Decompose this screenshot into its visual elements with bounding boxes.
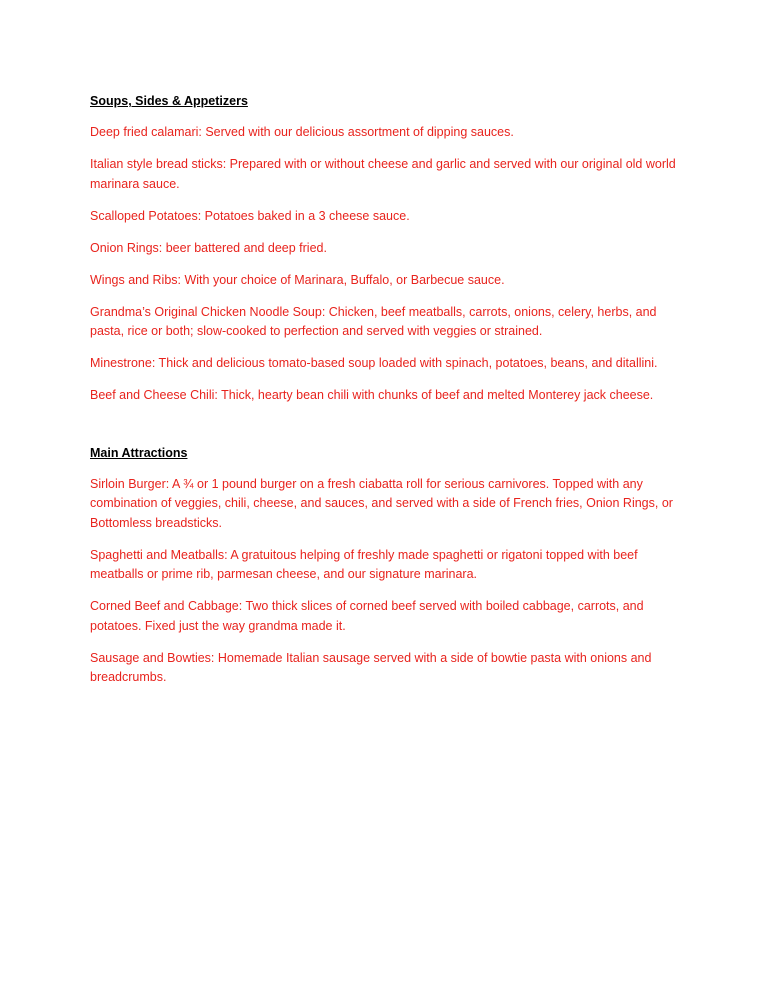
menu-item-sirloin-burger: Sirloin Burger: A ¾ or 1 pound burger on a fresh ciabatta roll for serious carnivores. Topped with any combination of veggies, chili, cheese, and sauces, and served with a side of French fries, Onion Rings, or Bottomless breadsticks. xyxy=(90,476,673,530)
menu-item-beef-cheese-chili: Beef and Cheese Chili: Thick, hearty bean chili with chunks of beef and melted Monterey jack cheese. xyxy=(90,388,654,402)
section-main-attractions xyxy=(90,444,680,688)
menu-item-sausage-bowties: Sausage and Bowties: Homemade Italian sausage served with a side of bowtie pasta with onions and breadcrumbs. xyxy=(90,650,652,684)
section-soups-sides-appetizers xyxy=(90,92,680,406)
menu-item-bread-sticks: Italian style bread sticks: Prepared with or without cheese and garlic and served with our original old world marinara sauce. xyxy=(90,157,676,191)
section-heading: Main Attractions xyxy=(90,445,188,460)
menu-item-wings-and-ribs: Wings and Ribs: With your choice of Marinara, Buffalo, or Barbecue sauce. xyxy=(90,272,505,287)
menu-item-chicken-noodle-soup: Grandma’s Original Chicken Noodle Soup: Chicken, beef meatballs, carrots, onions, celery, herbs, and pasta, rice or both; slow-cooked to perfection and served with veggies or strained. xyxy=(90,304,657,338)
menu-item-minestrone: Minestrone: Thick and delicious tomato-based soup loaded with spinach, potatoes, beans, and ditallini. xyxy=(90,356,658,370)
menu-item-calamari: Deep fried calamari: Served with our delicious assortment of dipping sauces. xyxy=(90,125,514,139)
menu-item-scalloped-potatoes: Scalloped Potatoes: Potatoes baked in a 3 cheese sauce. xyxy=(90,208,410,223)
menu-item-spaghetti-meatballs: Spaghetti and Meatballs: A gratuitous helping of freshly made spaghetti or rigatoni topped with beef meatballs or prime rib, parmesan cheese, and our signature marinara. xyxy=(90,547,638,581)
menu-content xyxy=(90,92,680,700)
menu-item-corned-beef-cabbage: Corned Beef and Cabbage: Two thick slices of corned beef served with boiled cabbage, carrots, and potatoes. Fixed just the way grandma made it. xyxy=(90,599,644,633)
section-heading: Soups, Sides & Appetizers xyxy=(90,94,248,108)
menu-item-onion-rings: Onion Rings: beer battered and deep fried. xyxy=(90,240,327,255)
